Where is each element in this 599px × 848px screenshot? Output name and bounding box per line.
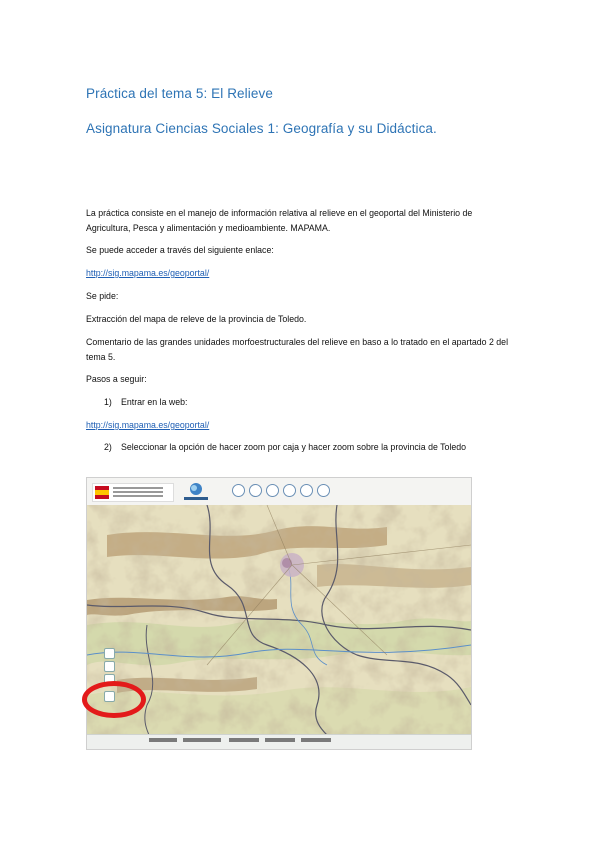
ministry-logo xyxy=(92,483,174,502)
zoom-box-highlight xyxy=(82,681,146,718)
step-2 xyxy=(104,440,504,455)
info-tool-icon[interactable] xyxy=(249,484,262,497)
task-extract-map: Extracción del mapa de releve de la provincia de Toledo. xyxy=(86,314,307,324)
status-y xyxy=(265,738,295,742)
document-subtitle: Asignatura Ciencias Sociales 1: Geografía y su Didáctica. xyxy=(86,121,437,136)
home-tool-icon[interactable] xyxy=(232,484,245,497)
measure-tool-icon[interactable] xyxy=(283,484,296,497)
geoportal-toolbar xyxy=(87,478,471,506)
steps-heading: Pasos a seguir: xyxy=(86,374,147,384)
zoom-out-button[interactable] xyxy=(104,661,115,672)
step-1 xyxy=(104,395,504,410)
document-title: Práctica del tema 5: El Relieve xyxy=(86,86,273,101)
zoom-in-button[interactable] xyxy=(104,648,115,659)
intro-paragraph: La práctica consiste en el manejo de información relativa al relieve en el geoportal del Ministerio de Agricultura, Pesca y alimentación y medioambiente. MAPAMA. xyxy=(86,208,473,233)
step-1-number: 1) xyxy=(104,397,112,407)
status-projection xyxy=(183,738,221,742)
geoportal-link[interactable]: http://sig.mapama.es/geoportal/ xyxy=(86,268,210,278)
map-status-bar xyxy=(87,734,471,749)
geoportal-screenshot xyxy=(86,477,472,750)
status-z xyxy=(301,738,331,742)
identify-tool-icon[interactable] xyxy=(266,484,279,497)
step-1-text: Entrar en la web: xyxy=(121,397,188,407)
step-2-number: 2) xyxy=(104,442,112,452)
geoportal-logo xyxy=(181,481,211,502)
step-2-text: Seleccionar la opción de hacer zoom por caja y hacer zoom sobre la provincia de Toledo xyxy=(121,442,467,452)
status-scale xyxy=(149,738,177,742)
geoportal-link-step[interactable]: http://sig.mapama.es/geoportal/ xyxy=(86,420,210,430)
access-text: Se puede acceder a través del siguiente enlace: xyxy=(86,245,274,255)
layers-tool-icon[interactable] xyxy=(300,484,313,497)
status-x xyxy=(229,738,259,742)
task-commentary: Comentario de las grandes unidades morfoestructurales del relieve en baso a lo tratado en el apartado 2 del tema 5. xyxy=(86,337,509,362)
print-tool-icon[interactable] xyxy=(317,484,330,497)
asked-heading: Se pide: xyxy=(86,291,119,301)
